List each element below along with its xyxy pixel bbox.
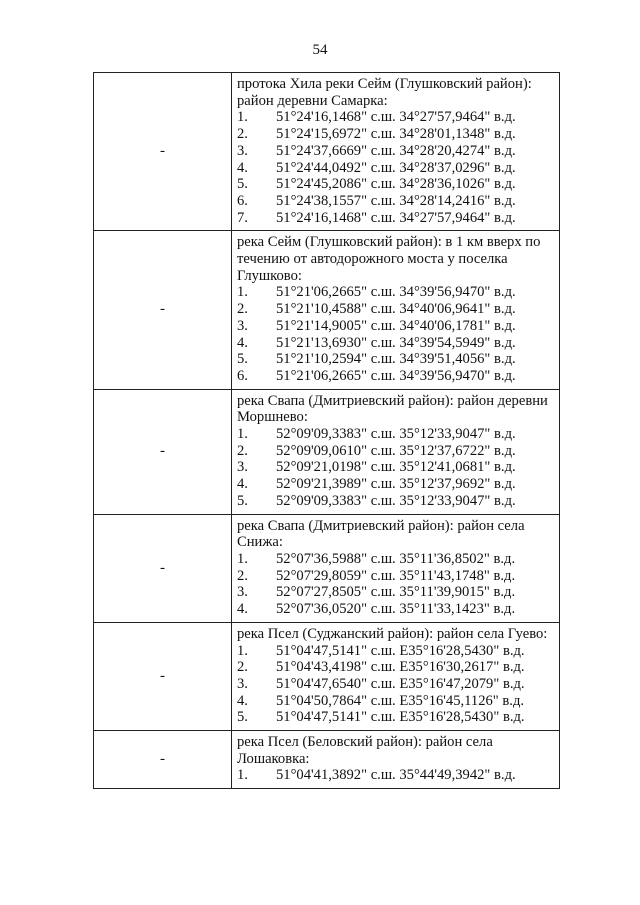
coordinate-value: 51°04'47,6540" с.ш. E35°16'47,2079" в.д. (276, 675, 525, 692)
coordinate-value: 52°09'09,0610" с.ш. 35°12'37,6722" в.д. (276, 442, 516, 459)
location-heading: река Псел (Суджанский район): район села Гуево: (237, 625, 548, 642)
coordinate-item (237, 676, 555, 693)
coordinate-number: 2. (237, 567, 248, 584)
coordinate-value: 51°21'13,6930" с.ш. 34°39'54,5949" в.д. (276, 334, 516, 351)
location-cell (232, 73, 560, 231)
coordinate-value: 51°24'15,6972" с.ш. 34°28'01,1348" в.д. (276, 126, 516, 143)
coordinate-item (237, 693, 555, 710)
coordinate-value: 51°24'45,2086" с.ш. 34°28'36,1026" в.д. (276, 176, 516, 193)
coordinate-item (237, 709, 555, 726)
coordinate-number: 7. (237, 209, 248, 226)
coordinate-item (237, 601, 555, 618)
coordinate-number: 4. (237, 476, 248, 493)
coordinate-item (237, 143, 555, 160)
location-heading: река Псел (Беловский район): район села Лошаковка: (237, 734, 493, 767)
coordinate-value: 51°21'10,2594" с.ш. 34°39'51,4056" в.д. (276, 351, 516, 368)
row-marker: - (94, 73, 232, 231)
coordinate-number: 5. (237, 176, 248, 193)
coordinate-item (237, 160, 555, 177)
coordinate-number: 1. (237, 767, 248, 784)
coordinate-item (237, 284, 555, 301)
coordinate-value: 52°07'36,5988" с.ш. 35°11'36,8502" в.д. (276, 550, 516, 567)
coordinate-number: 4. (237, 692, 248, 709)
coordinate-item (237, 551, 555, 568)
coordinate-value: 52°09'21,0198" с.ш. 35°12'41,0681" в.д. (276, 459, 516, 476)
coordinate-number: 4. (237, 159, 248, 176)
coordinate-item (237, 210, 555, 227)
coordinate-value: 51°04'47,5141" с.ш. E35°16'28,5430" в.д. (276, 642, 525, 659)
coordinate-value: 52°07'29,8059" с.ш. 35°11'43,1748" в.д. (276, 567, 516, 584)
coordinate-item (237, 476, 555, 493)
coordinate-value: 51°24'38,1557" с.ш. 34°28'14,2416" в.д. (276, 192, 516, 209)
coordinate-value: 51°24'16,1468" с.ш. 34°27'57,9464" в.д. (276, 109, 516, 126)
coordinate-item (237, 767, 555, 784)
coordinate-value: 52°07'27,8505" с.ш. 35°11'39,9015" в.д. (276, 584, 516, 601)
coordinate-number: 3. (237, 584, 248, 601)
coordinate-value: 51°04'41,3892" с.ш. 35°44'49,3942" в.д. (276, 767, 516, 784)
coordinate-value: 52°09'09,3383" с.ш. 35°12'33,9047" в.д. (276, 492, 516, 509)
table-row (94, 231, 560, 389)
row-marker: - (94, 231, 232, 389)
coordinates-table (93, 72, 560, 789)
row-marker: - (94, 622, 232, 730)
row-marker: - (94, 389, 232, 514)
table-row (94, 731, 560, 789)
coordinate-item (237, 459, 555, 476)
coordinate-value: 51°24'44,0492" с.ш. 34°28'37,0296" в.д. (276, 159, 516, 176)
page-number: 54 (312, 42, 328, 58)
coordinate-item (237, 426, 555, 443)
table-row (94, 514, 560, 622)
coordinate-value: 52°09'09,3383" с.ш. 35°12'33,9047" в.д. (276, 426, 516, 443)
location-heading: река Свапа (Дмитриевский район): район деревни Моршнево: (237, 392, 548, 426)
coordinate-number: 6. (237, 367, 248, 384)
location-cell (232, 622, 560, 730)
coordinate-number: 1. (237, 550, 248, 567)
coordinate-value: 51°21'06,2665" с.ш. 34°39'56,9470" в.д. (276, 284, 516, 301)
coordinate-value: 52°07'36,0520" с.ш. 35°11'33,1423" в.д. (276, 601, 516, 618)
coordinate-number: 2. (237, 442, 248, 459)
coordinate-number: 5. (237, 351, 248, 368)
row-marker: - (94, 514, 232, 622)
coordinate-item (237, 643, 555, 660)
coordinate-number: 6. (237, 192, 248, 209)
coordinate-number: 3. (237, 459, 248, 476)
coordinate-value: 51°04'43,4198" с.ш. E35°16'30,2617" в.д. (276, 659, 525, 676)
coordinate-value: 51°21'14,9005" с.ш. 34°40'06,1781" в.д. (276, 317, 516, 334)
coordinate-number: 3. (237, 317, 248, 334)
location-heading: река Сейм (Глушковский район): в 1 км вверх по течению от автодорожного моста у поселка Глушково: (237, 234, 541, 284)
coordinate-item (237, 176, 555, 193)
coordinate-number: 2. (237, 301, 248, 318)
table-row (94, 389, 560, 514)
coordinate-item (237, 368, 555, 385)
coordinate-number: 2. (237, 126, 248, 143)
table-row (94, 622, 560, 730)
coordinate-number: 5. (237, 709, 248, 726)
location-cell (232, 231, 560, 389)
coordinate-number: 3. (237, 675, 248, 692)
coordinate-item (237, 318, 555, 335)
coordinate-item (237, 193, 555, 210)
coordinate-item (237, 443, 555, 460)
coordinate-number: 5. (237, 492, 248, 509)
coordinate-item (237, 659, 555, 676)
coordinate-value: 51°21'10,4588" с.ш. 34°40'06,9641" в.д. (276, 301, 516, 318)
coordinate-item (237, 335, 555, 352)
coordinate-item (237, 109, 555, 126)
coordinate-value: 51°24'16,1468" с.ш. 34°27'57,9464" в.д. (276, 209, 516, 226)
coordinate-number: 3. (237, 142, 248, 159)
coordinate-item (237, 568, 555, 585)
row-marker: - (94, 731, 232, 789)
coordinate-value: 51°04'47,5141" с.ш. E35°16'28,5430" в.д. (276, 709, 525, 726)
location-cell (232, 514, 560, 622)
coordinate-number: 1. (237, 426, 248, 443)
table-row (94, 73, 560, 231)
coordinate-item (237, 493, 555, 510)
coordinate-number: 1. (237, 642, 248, 659)
coordinate-number: 1. (237, 109, 248, 126)
coordinate-value: 51°21'06,2665" с.ш. 34°39'56,9470" в.д. (276, 367, 516, 384)
location-cell (232, 389, 560, 514)
coordinate-number: 2. (237, 659, 248, 676)
coordinate-number: 4. (237, 601, 248, 618)
location-heading: река Свапа (Дмитриевский район): район села Снижа: (237, 517, 525, 551)
coordinate-value: 51°04'50,7864" с.ш. E35°16'45,1126" в.д. (276, 692, 525, 709)
coordinate-item (237, 584, 555, 601)
coordinate-item (237, 301, 555, 318)
coordinate-item (237, 351, 555, 368)
table-body (94, 73, 560, 789)
location-heading: протока Хила реки Сейм (Глушковский район): район деревни Самарка: (237, 76, 532, 109)
coordinate-value: 51°24'37,6669" с.ш. 34°28'20,4274" в.д. (276, 142, 516, 159)
coordinate-value: 52°09'21,3989" с.ш. 35°12'37,9692" в.д. (276, 476, 516, 493)
coordinate-number: 1. (237, 284, 248, 301)
location-cell (232, 731, 560, 789)
coordinate-item (237, 126, 555, 143)
coordinate-number: 4. (237, 334, 248, 351)
